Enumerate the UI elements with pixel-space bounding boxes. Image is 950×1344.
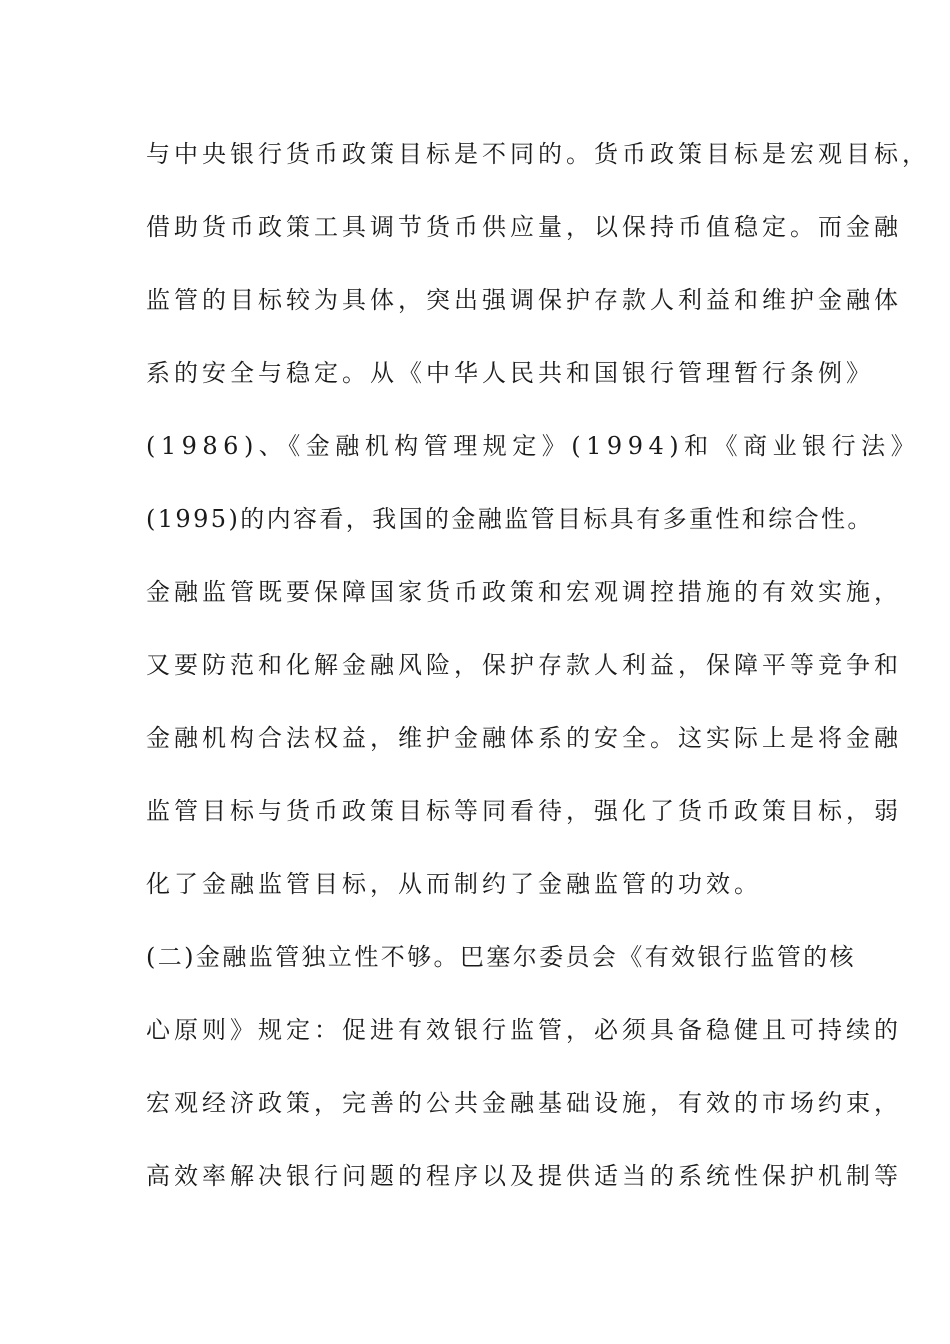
text-line: 化了金融监管目标，从而制约了金融监管的功效。 — [146, 870, 762, 898]
text-line: 金融机构合法权益，维护金融体系的安全。这实际上是将金融 — [146, 724, 902, 752]
body-text — [146, 128, 930, 1223]
text-line: 系的安全与稳定。从《中华人民共和国银行管理暂行条例》 — [146, 359, 874, 387]
text-line: (1995)的内容看，我国的金融监管目标具有多重性和综合性。 — [146, 505, 874, 533]
text-line: 与中央银行货币政策目标是不同的。货币政策目标是宏观目标， — [146, 140, 930, 168]
text-line: 高效率解决银行问题的程序以及提供适当的系统性保护机制等 — [146, 1162, 902, 1190]
text-line: 监管的目标较为具体，突出强调保护存款人利益和维护金融体 — [146, 286, 902, 314]
text-line: 又要防范和化解金融风险，保护存款人利益，保障平等竞争和 — [146, 651, 902, 679]
text-line: 金融监管既要保障国家货币政策和宏观调控措施的有效实施， — [146, 578, 902, 606]
text-line: 监管目标与货币政策目标等同看待，强化了货币政策目标，弱 — [146, 797, 902, 825]
text-line: 宏观经济政策，完善的公共金融基础设施，有效的市场约束， — [146, 1089, 902, 1117]
text-line: 心原则》规定：促进有效银行监管，必须具备稳健且可持续的 — [146, 1016, 902, 1044]
text-line: 借助货币政策工具调节货币供应量，以保持币值稳定。而金融 — [146, 213, 902, 241]
text-line: (1986)、《金融机构管理规定》(1994)和《商业银行法》 — [146, 432, 921, 460]
section-heading-line: (二)金融监管独立性不够。巴塞尔委员会《有效银行监管的核 — [146, 943, 856, 971]
